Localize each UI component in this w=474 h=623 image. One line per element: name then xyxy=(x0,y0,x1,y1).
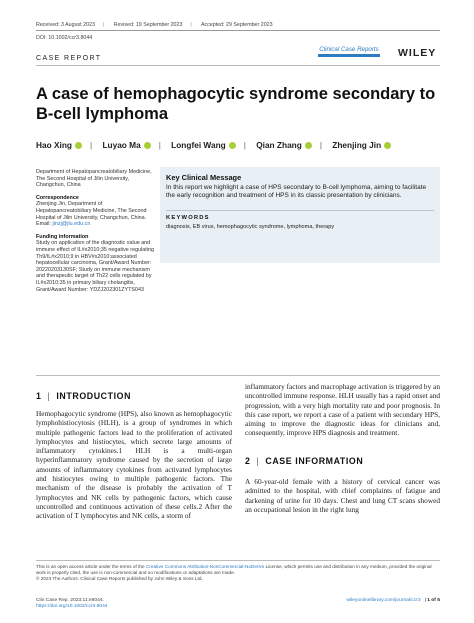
page-number: 1 of 5 xyxy=(427,598,440,603)
author-separator: | xyxy=(89,140,93,150)
orcid-icon[interactable] xyxy=(384,142,391,149)
email-label: Email: xyxy=(36,221,53,228)
author-list xyxy=(36,140,446,150)
footer-separator: | xyxy=(424,598,426,603)
author-name[interactable]: Qian Zhang xyxy=(256,140,312,150)
section-number: 1 xyxy=(36,391,42,401)
author-separator: | xyxy=(158,140,161,150)
journal-logo-bar xyxy=(318,54,380,57)
article-info-sidebar xyxy=(36,169,154,293)
copyright-notice: © 2023 The Authors. Clinical Case Reports published by John Wiley & Sons Ltd. xyxy=(36,576,203,582)
license-text-part1: This is an open access article under the terms of the xyxy=(36,564,146,569)
journal-logo[interactable] xyxy=(318,46,380,57)
section-heading-case-information xyxy=(245,456,363,466)
keywords-list: diagnosis, EB virus, hemophagocytic syndrome, lymphoma, therapy xyxy=(166,224,335,230)
footer-divider xyxy=(36,560,440,561)
doi-link[interactable]: https://doi.org/10.1002/ccr3.8044 xyxy=(36,604,108,610)
orcid-icon[interactable] xyxy=(229,142,236,149)
author-name[interactable]: Luyao Ma xyxy=(102,140,150,150)
journal-name: Clinical Case Reports xyxy=(319,46,379,53)
affiliation: Department of Hepatopancreatobiliary Medicine, The Second Hospital of Jilin University, Changchun, China xyxy=(36,169,152,189)
author-separator: | xyxy=(319,140,322,150)
section-separator: | xyxy=(47,391,51,401)
key-message-text: In this report we highlight a case of HPS secondary to B-cell lymphoma, aiming to facilitate the early recognition and treatment of HPS in its classic presentation by clinicians. xyxy=(166,184,427,199)
introduction-text: Hemophagocytic syndrome (HPS), also known as hemophagocytic lymphohistiocytosis (HLH), is a group of syndromes in which multiple pathogenic factors lead to the proliferation of activated lymphocytes and histiocytes, which secrete large amounts of inflammatory cytokines.1 HLH is a multi-organ hyperinflammatory syndrome caused by the secretion of large amounts of inflammatory cytokines from activated lymphocytes and histiocytes owing to multiple pathogenic factors. The mechanism of the disease is probably the activation of T lymphocytes and NK cells by pathogenic factors, which cause uncontrolled and continuous activation of these cells.2 After the activation of T lymphocytes and NK cells, a storm of xyxy=(36,409,232,521)
key-clinical-message-box xyxy=(160,167,440,263)
author-name[interactable]: Longfei Wang xyxy=(171,140,236,150)
header-divider xyxy=(36,30,440,31)
page-footer xyxy=(326,598,440,603)
key-message-heading: Key Clinical Message xyxy=(166,173,242,182)
orcid-icon[interactable] xyxy=(305,142,312,149)
date-separator: | xyxy=(102,22,105,28)
citation: Clin Case Rep. 2023;11:e8044. xyxy=(36,598,104,603)
funding-text: Study on application of the diagnostic value and immune effect of IL#x2010;35 negative regulating Th9/IL#x2010;9 in HBV#x2010;associated hepatocellular carcinoma, Grant/Award Number: 20220203130SF; Study on immune mechanism and therapeutic target of Th22 cells regulated by IL#x2010;35 in primary biliary cholangitis, Grant/Award Number: YDZJ202301ZYTS043 xyxy=(36,240,154,293)
license-text-part2: License, which permits use and distribution in any medium, provided the original work is properly cited, the use is non-commercial and no modifications or adaptations are made. xyxy=(36,564,432,576)
section-separator: | xyxy=(256,456,260,466)
revised-date: Revised: 19 September 2023 xyxy=(113,22,183,28)
orcid-icon[interactable] xyxy=(75,142,82,149)
correspondence-text: Zhenjing Jin, Department of Hepatopancreatobiliary Medicine, The Second Hospital of Jilin University, Changchun, China. xyxy=(36,201,147,221)
case-information-text: A 60-year-old female with a history of cervical cancer was admitted to the hospital, with chief complaints of fatigue and darkening of urine for 10 days. Chest and lung CT scans showed an occupational lesion in the right lung xyxy=(245,477,440,514)
received-date: Received: 3 August 2023 xyxy=(36,22,95,28)
license-notice xyxy=(36,564,440,583)
section-heading-introduction xyxy=(36,391,131,401)
article-dates xyxy=(36,22,440,28)
orcid-icon[interactable] xyxy=(144,142,151,149)
introduction-continued-text: inflammatory factors and macrophage activation is triggered by an uncontrolled immune response. HLH usually has a rapid onset and progression, with a very high mortality rate and poor prognosis. In this case report, we report a case of a patient with secondary HPS, aiming to improve the diagnostic ideas for clinicians and, consequently, improve HPS diagnosis and treatment. xyxy=(245,382,440,438)
author-name[interactable]: Hao Xing xyxy=(36,140,82,150)
email-link[interactable]: jinzj@jlu.edu.cn xyxy=(52,221,91,228)
section-number: 2 xyxy=(245,456,251,466)
funding-label: Funding information xyxy=(36,233,89,240)
citation-footer xyxy=(36,598,108,611)
article-type: CASE REPORT xyxy=(36,55,102,62)
publisher-logo[interactable]: WILEY xyxy=(398,47,437,59)
section-title: INTRODUCTION xyxy=(56,391,132,401)
article-type-divider xyxy=(36,65,440,66)
license-link[interactable]: Creative Commons Attribution-NonCommercial-NoDerivs xyxy=(145,564,265,569)
correspondence-label: Correspondence xyxy=(36,194,79,201)
section-title: CASE INFORMATION xyxy=(265,456,364,466)
body-divider xyxy=(36,375,440,376)
keywords-divider xyxy=(166,210,434,211)
author-separator: | xyxy=(243,140,246,150)
date-separator: | xyxy=(190,22,192,28)
correspondence-email-line xyxy=(36,221,154,228)
author-name[interactable]: Zhenjing Jin xyxy=(332,140,391,150)
article-title: A case of hemophagocytic syndrome secondary to B-cell lymphoma xyxy=(36,85,436,123)
journal-site-link[interactable]: wileyonlinelibrary.com/journal/ccr3 xyxy=(346,598,421,603)
doi[interactable]: DOI: 10.1002/ccr3.8044 xyxy=(36,35,93,41)
accepted-date: Accepted: 29 September 2023 xyxy=(200,22,273,28)
keywords-heading: KEYWORDS xyxy=(166,215,210,221)
